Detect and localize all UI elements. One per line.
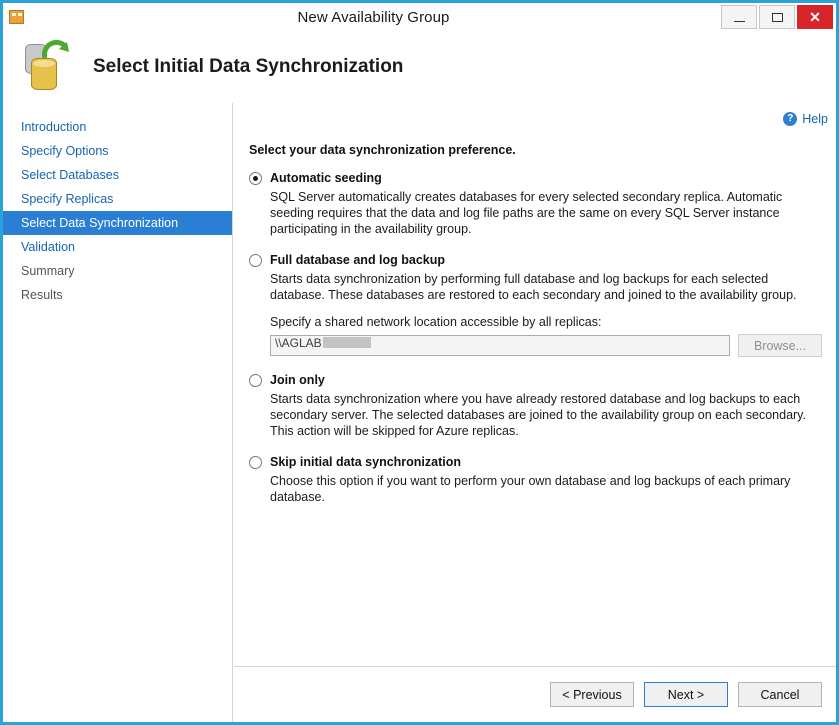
shared-location-row bbox=[270, 334, 822, 357]
availability-group-icon bbox=[8, 8, 26, 26]
option-skip-sync[interactable] bbox=[249, 455, 822, 505]
browse-button[interactable]: Browse... bbox=[738, 334, 822, 357]
sidebar-item-results: Results bbox=[21, 288, 63, 302]
radio-full-backup[interactable] bbox=[249, 254, 262, 267]
window-body bbox=[3, 103, 836, 722]
sidebar-item-select-databases[interactable]: Select Databases bbox=[21, 168, 119, 182]
title-bar bbox=[3, 3, 836, 31]
window-title: New Availability Group bbox=[297, 8, 450, 26]
sidebar-item-select-data-synchronization[interactable]: Select Data Synchronization bbox=[3, 211, 232, 235]
close-button[interactable]: ✕ bbox=[797, 5, 833, 29]
previous-button[interactable]: < Previous bbox=[550, 682, 634, 707]
cancel-button[interactable]: Cancel bbox=[738, 682, 822, 707]
sidebar-item-validation[interactable]: Validation bbox=[21, 240, 75, 254]
next-button[interactable]: Next > bbox=[644, 682, 728, 707]
wizard-footer bbox=[234, 666, 836, 722]
option-label-full-backup: Full database and log backup bbox=[270, 253, 446, 267]
sidebar-item-summary: Summary bbox=[21, 264, 75, 278]
wizard-steps-sidebar bbox=[3, 103, 233, 722]
sidebar-item-specify-replicas[interactable]: Specify Replicas bbox=[21, 192, 114, 206]
minimize-button[interactable] bbox=[721, 5, 757, 29]
minimize-icon bbox=[734, 21, 745, 22]
radio-join-only[interactable] bbox=[249, 374, 262, 387]
shared-location-input[interactable] bbox=[270, 335, 730, 356]
sidebar-item-specify-options[interactable]: Specify Options bbox=[21, 144, 109, 158]
help-link-row[interactable] bbox=[783, 112, 828, 126]
option-description-join-only: Starts data synchronization where you have already restored database and log backups to each secondary server. The selected databases are joined to the availability group on each secondary. This action will be skipped for Azure replicas. bbox=[270, 392, 806, 438]
radio-skip-sync[interactable] bbox=[249, 456, 262, 469]
sync-preference-prompt: Select your data synchronization preference. bbox=[249, 143, 516, 157]
radio-automatic-seeding[interactable] bbox=[249, 172, 262, 185]
help-link-label[interactable]: Help bbox=[802, 112, 828, 126]
sidebar-item-introduction[interactable]: Introduction bbox=[21, 120, 87, 134]
database-sync-icon bbox=[19, 40, 73, 94]
option-label-join-only: Join only bbox=[270, 373, 325, 387]
option-join-only[interactable] bbox=[249, 373, 822, 439]
option-description-skip-sync: Choose this option if you want to perform your own database and log backups of each primary database. bbox=[270, 474, 791, 504]
redaction-block bbox=[323, 337, 371, 348]
maximize-icon bbox=[772, 13, 783, 22]
shared-location-label: Specify a shared network location accessible by all replicas: bbox=[270, 315, 602, 329]
option-automatic-seeding[interactable] bbox=[249, 171, 822, 237]
help-icon: ? bbox=[783, 112, 797, 126]
window-controls bbox=[721, 3, 836, 31]
maximize-button[interactable] bbox=[759, 5, 795, 29]
shared-location-value: \\AGLAB bbox=[275, 336, 322, 350]
content-pane bbox=[233, 103, 839, 722]
option-description-full-backup: Starts data synchronization by performing full database and log backups for each selected database. These databases are restored to each secondary and joined to the availability group. bbox=[270, 272, 797, 302]
page-title: Select Initial Data Synchronization bbox=[93, 56, 404, 77]
option-full-backup[interactable] bbox=[249, 253, 822, 357]
data-sync-options-pane bbox=[233, 103, 839, 505]
option-description-automatic-seeding: SQL Server automatically creates databases for every selected secondary replica. Automatic seeding requires that the data and log file paths are the same on every SQL Server instance participating in the availability group. bbox=[270, 190, 783, 236]
page-header bbox=[3, 31, 836, 103]
option-label-skip-sync: Skip initial data synchronization bbox=[270, 455, 462, 469]
option-label-automatic-seeding: Automatic seeding bbox=[270, 171, 382, 185]
